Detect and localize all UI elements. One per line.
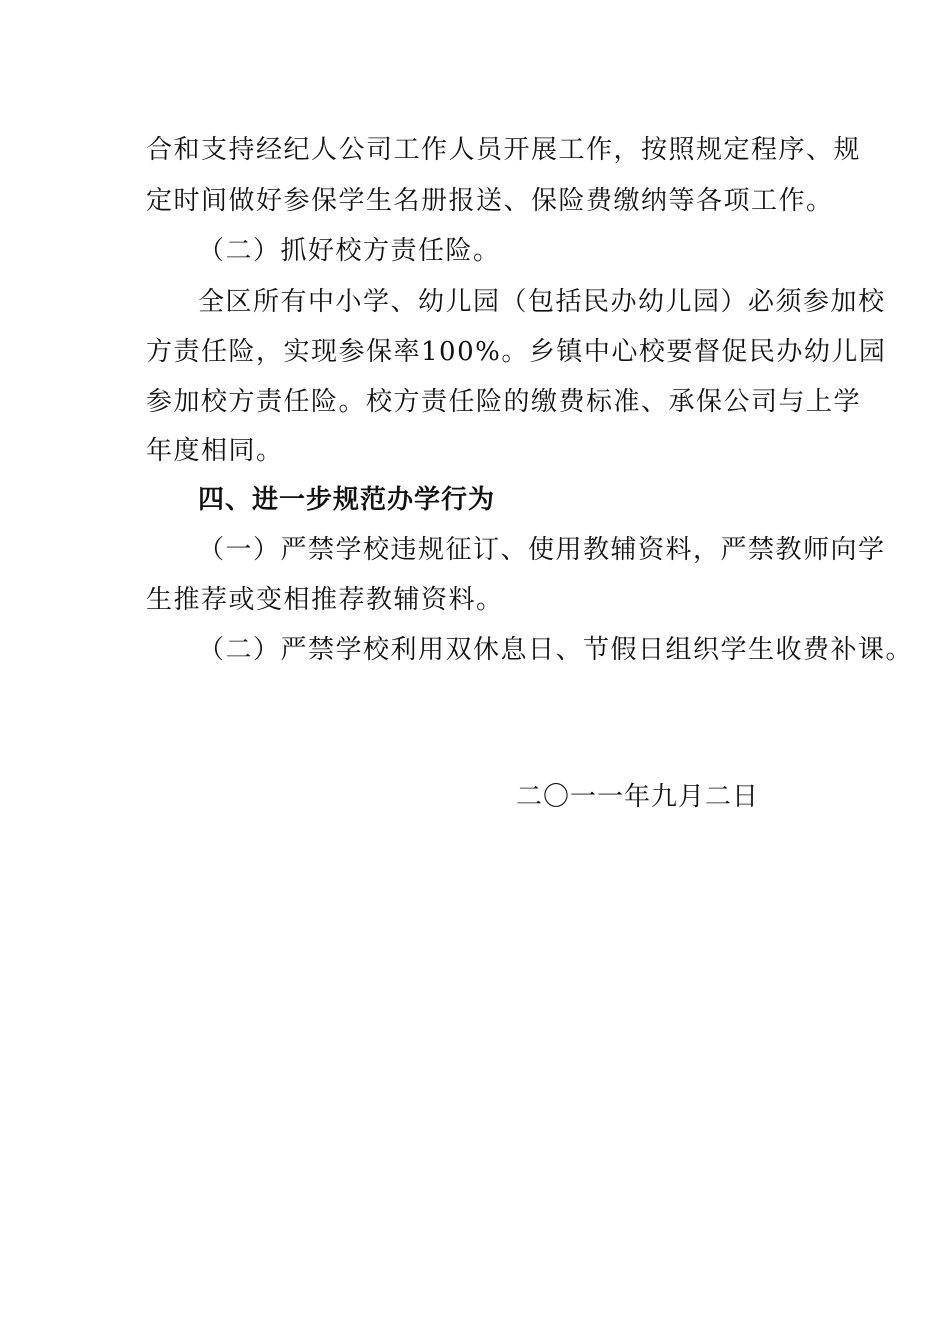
paragraph-line: （二）严禁学校利用双休息日、节假日组织学生收费补课。 <box>198 635 914 665</box>
paragraph-line: 定时间做好参保学生名册报送、保险费缴纳等各项工作。 <box>146 186 834 216</box>
paragraph-line: 参加校方责任险。校方责任险的缴费标准、承保公司与上学 <box>146 387 862 417</box>
paragraph-line: 生推荐或变相推荐教辅资料。 <box>146 585 504 615</box>
section-heading: 四、进一步规范办学行为 <box>198 485 496 515</box>
paragraph-line: 方责任险，实现参保率100%。乡镇中心校要督促民办幼儿园 <box>146 337 887 367</box>
document-date: 二〇一一年九月二日 <box>516 782 760 812</box>
paragraph-line: 年度相同。 <box>146 436 284 466</box>
paragraph-line: 全区所有中小学、幼儿园（包括民办幼儿园）必须参加校 <box>198 287 886 317</box>
subsection-title: （二）抓好校方责任险。 <box>198 236 501 266</box>
paragraph-line: （一）严禁学校违规征订、使用教辅资料，严禁教师向学 <box>198 535 886 565</box>
paragraph-line: 合和支持经纪人公司工作人员开展工作，按照规定程序、规 <box>146 135 862 165</box>
